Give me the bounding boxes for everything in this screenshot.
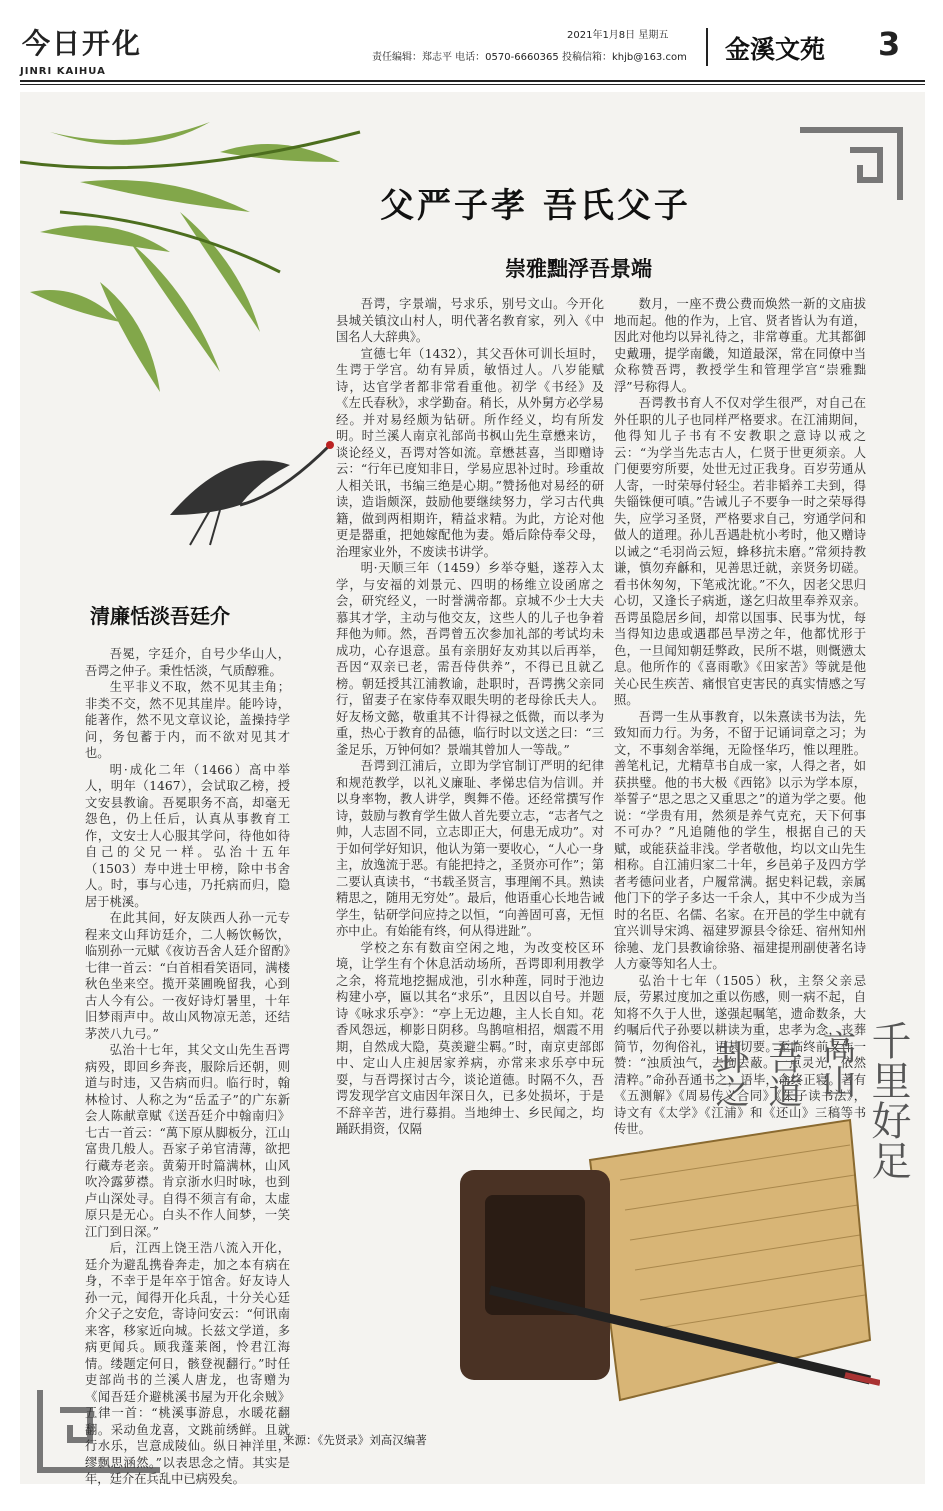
paragraph: 明·成化二年（1466）高中举人，明年（1467），会试取乙榜，授文安县教谕。吾冕职务不高，却毫无怨色，仍上任后，认真从事教育工作，文安士人心服其学问，待他如待自己的父兄一样。弘治十五年（1503）寿中进士甲榜，除中书舍人。时，事与心违，乃托病而归，隐居于桃溪。 <box>85 762 290 909</box>
article-title-tingjie: 清廉恬淡吾廷介 <box>90 604 230 628</box>
header-divider <box>706 28 708 66</box>
newspaper-logo: 今日开化 <box>22 27 143 60</box>
issue-date: 2021年1月8日 星期五 <box>567 30 669 41</box>
calligraphy-line-4: 卦之 <box>709 1040 749 1108</box>
paragraph: 宣德七年（1432），其父吾休可训长垣时，生谔于学宫。幼有异质，敏悟过人。八岁能赋诗，达官学者都非常看重他。初学《书经》及《左氏春秋》，求学勤奋。稍长，从外舅方必学易经。并对易经颇为钻研。所作经义，均有所发明。时兰溪人南京礼部尚书枫山先生章懋来访，谈论经义，吾谔对答如流。章懋甚喜，当即赠诗云：“行年已度知非日，学易应思补过时。珍重故人相关讯，书编三绝是心期。”赞扬他对易经的研读，造诣颇深，鼓励他要继续努力，学习古代典籍，做到两相期许，精益求精。为此，方论对他更是器重，把她嫁配他为妻。婚后除侍奉父母，治理家业外，不废读书讲学。 <box>336 346 604 559</box>
article-jingduan-col2 <box>614 296 866 1138</box>
article-title-jingduan: 崇雅黜浮吾景端 <box>505 257 652 281</box>
paragraph: 数月，一座不费公费而焕然一新的文庙拔地而起。他的作为，上官、贤者皆认为有道，因此对他均以异礼待之，非常尊重。尤其都御史戴珊，提学南畿，知道最深，常在同僚中当众称赞吾谔，教授学生和管理学宫“崇雅黜浮”号称得人。 <box>614 297 866 394</box>
section-name: 金溪文苑 <box>725 35 826 64</box>
editor-info: 责任编辑：郑志平 电话：0570-6660365 投稿信箱：khjb@163.com <box>372 52 687 63</box>
paragraph: 弘治十七年，其父文山先生吾谔病殁，即回乡奔丧，服除后还朝，则道与时违，又告病而归。临行时，翰林检讨、人称之为“岳孟子”的广东新会人陈献章赋《送吾廷介中翰南归》七古一首云：“萬下原从脚板分，江山富贵几般人。吾家子弟官清薄，欲把行藏寿老亲。黄菊开时篇满林，山风吹冷露萝襟。肯京浙水归时咏，也到卢山深处寻。自得不须言有命，太虚原只是无心。白头不作人间梦，一笑江门到日深。” <box>85 1043 290 1239</box>
page-number: 3 <box>878 25 901 63</box>
paragraph: 生平非义不取，然不见其圭角；非类不交，然不见其崖岸。能吟诗，能著作，然不见文章议论，盖操持学问，务包蓄于内，而不欲对见其才也。 <box>85 680 290 760</box>
calligraphy-line-3: 吾道 <box>762 1040 802 1108</box>
paragraph: 吾冕，字廷介，自号少华山人，吾谔之仲子。秉性恬淡，气质醇雅。 <box>85 647 290 678</box>
paragraph: 吾谔教书育人不仅对学生很严，对自己在外任职的儿子也同样严格要求。在江浦期间，他得知儿子书有不安教职之意诗以戒之云：“为学当先志古人，仁贤于世更须亲。人门便要穷所要，处世无过正我身。百岁劳通从人寄，一时荣辱付轻尘。若非韬养工夫到，得失锱铢便可嗔。”告诫儿子不要争一时之荣辱得失，应学习圣贤，严格要求自己，穷通学问和做人的道理。孙儿吾遇赴杭小考时，他又赠诗以诫之“毛羽尚云短，蜂移抗未磨。”常须持教谦，慎勿弃龢和，见善思迁就，亲贤务切磋。看书休匆匆，下笔戒沈讹。”不久，因老父思归心切，又逢长子病逝，遂乞归故里奉养双亲。吾谔虽隐居乡间，却常以国事、民事为忧，每当得知边患或遇郡邑旱涝之年，他都忧形于色，一旦闻知朝廷弊政，民所不堪，则慨懑太息。他所作的《喜雨歌》《田家苦》等就是他关心民生疾苦、痛恨官吏害民的真实情感之写照。 <box>614 396 866 707</box>
header-rule-thin <box>20 84 925 85</box>
paragraph: 学校之东有数亩空闲之地，为改变校区环境，让学生有个休息活动场所，吾谔即利用教学之余，将荒地挖掘成池，引水种莲，同时于池边构建小亭，匾以其名“求乐”，且因以自号。并题诗《咏求乐亭》：“亭上无边趣，主人长自知。花香风怨远，柳影日阴移。鸟鹊喧相招，烟霞不用期，自然成大隐，莫羡避尘羁。”时，南京吏部郎中、定山人庄昶居家养病，亦常来求乐亭中玩耍，与吾谔探讨古今，谈论道德。时隔不久，吾谔发现学宫文庙因年深日久，已多处损坏，于是不辞辛苦，进行募捐。当地绅士、乡民闻之，均踊跃捐资，仅隔 <box>336 940 604 1136</box>
paragraph: 在此其间，好友陕西人孙一元专程来文山拜访廷介，二人畅饮畅饮，临别孙一元赋《夜访吾舍人廷介留酌》七律一首云：“白首相看笑语同，满楼秋色坐来空。揽开菜圃晚留我，心到古人今有公。一夜好诗灯暑里，十年旧梦雨声中。故山风物凉无恙，还结茅茨八九弓。” <box>85 911 290 1041</box>
paragraph: 明·天顺三年（1459）乡举夺魁，遂荐入太学，与安福的刘景元、四明的杨维立设函席之会，研究经义，一时誉满帝都。京城不少士大夫慕其才学，主动与他交友，这些人的儿子也争着拜他为师。然，吾谔曾五次参加礼部的考试均未成功，心存退意。虽有亲朋好友劝其以后再举，吾因“双亲已老，需吾侍供养”，不得已且就乙榜。朝廷授其江浦教谕，赴职时，吾谔携父亲同行，留妻子在家侍奉双眼失明的老母徐氏夫人。好友杨文懿，敬重其不计得禄之低微，而以孝为重，热心于教育的品德，临行时以文送之曰：“三釜足乐，万钟何如？景端其曾加人一等哉。” <box>336 561 604 757</box>
source-credit: 来源：《先贤录》刘高汉编著 <box>283 1433 427 1447</box>
paragraph: 吾谔，字景端，号求乐，别号文山。今开化县城关镇汶山村人，明代著名教育家，列入《中国名人大辞典》。 <box>336 297 604 344</box>
paragraph: 弘治十七年（1505）秋，主祭父亲忌辰，劳累过度加之重以伤感，则一病不起，自知将不久于人世，遂强起嘱笔，遗命数条，大约嘱后代子孙要以耕读为重，忠孝为念，丧葬简节，勿徇俗礼，语甚切要。至临终前又作一赞：“浊质浊气，去拘去蔽。一点灵光，依然清粹。”命孙吾通书之，语毕，命终正寝。著有《五测解》《周易传义合同》《朱子读书法》，诗文有《太学》《江浦》和《还山》三稿等书传世。 <box>614 973 866 1136</box>
page-headline: 父严子孝 吾氏父子 <box>380 186 691 226</box>
masthead <box>0 0 943 80</box>
scroll-ink-illustration <box>450 1080 880 1430</box>
paragraph: 吾谔到江浦后，立即为学官制订严明的纪律和规范教学，以礼义廉耻、孝悌忠信为信训。并以身率物，教人讲学，舆舞不倦。还经常撰写作诗，鼓励与教育学生做人首先要立志，“志者气之帅，人志固不同，立志即正大，何患无成功”。对于如何学好知识，他认为第一要收心，“人心一身主，放逸流于恶。有能把持之，圣贤亦可作”；第二要认真读书，“书载圣贤言，事理阐不具。熟读精思之，随用无穷处”。最后，他语重心长地告诫学生，钻研学问应持之以恒，“向善固可喜，无恒亦中止。有始能有终，何从得进趾”。 <box>336 759 604 938</box>
bamboo-illustration <box>20 92 380 422</box>
header-rule <box>20 80 925 82</box>
crane-illustration <box>150 405 350 555</box>
calligraphy-line-2: 高山 <box>816 1030 856 1098</box>
paragraph: 吾谔一生从事教育，以朱熹读书为法，先致知而力行。为务，不留于记诵词章之习；为文，不事刻舍举绳，无险怪华巧，惟以理胜。善笔札记，尤精草书自成一家，人得之者，如获拱璧。他的书大极《西铭》以示为学本原，举誓子“思之思之又重思之”的道为学之要。他说：“学贵有用，然须是养气克充，天下何事不可办？”凡追随他的学生，根据自己的天赋，或能获益非浅。学者敬他，均以文山先生相称。自江浦归家二十年，乡邑弟子及四方学者考德问业者，户履常满。据史料记载，亲属他门下的学子多达一千余人，其中不少成为当时的名臣、名儒、名家。在开邑的学生中就有宜兴训导宋鸿、福建罗源县令徐廷、宿州知州徐驰、龙门县教谕徐骆、福建提刑副使著名诗人方豪等知名人士。 <box>614 709 866 971</box>
article-jingduan-col1 <box>336 296 604 1138</box>
newspaper-logo-en: JINRI KAIHUA <box>20 66 106 77</box>
paragraph: 后，江西上饶王浩八流入开化，廷介为避乱携眷奔走，加之本有病在身，不幸于是年卒于馆舍。好友诗人孙一元，闻得开化兵乱，十分关心廷介父子之安危，寄诗问安云：“何讯南来客，移家近向城。长兹文学道，多病更闻兵。顾我蓬莱阁，怜君江海情。缕题定何日，骸登视翻行。”时任吏部尚书的兰溪人唐龙，也寄赠为《闻吾廷介避桃溪书屋为开化余贼》五律一首：“桃溪事游息，水暖花翻翻。采动鱼龙喜，文跳前绣鲜。且就行水乐，岂意成陵仙。纵日神洋里，缪飘思涵然。”以表思念之情。其实是年，廷介在兵乱中已病殁矣。 <box>85 1241 290 1486</box>
article-tingjie-body <box>85 646 290 1488</box>
fret-border-top-right <box>790 120 910 210</box>
calligraphy-line-1: 千里好足 <box>865 1020 911 1180</box>
